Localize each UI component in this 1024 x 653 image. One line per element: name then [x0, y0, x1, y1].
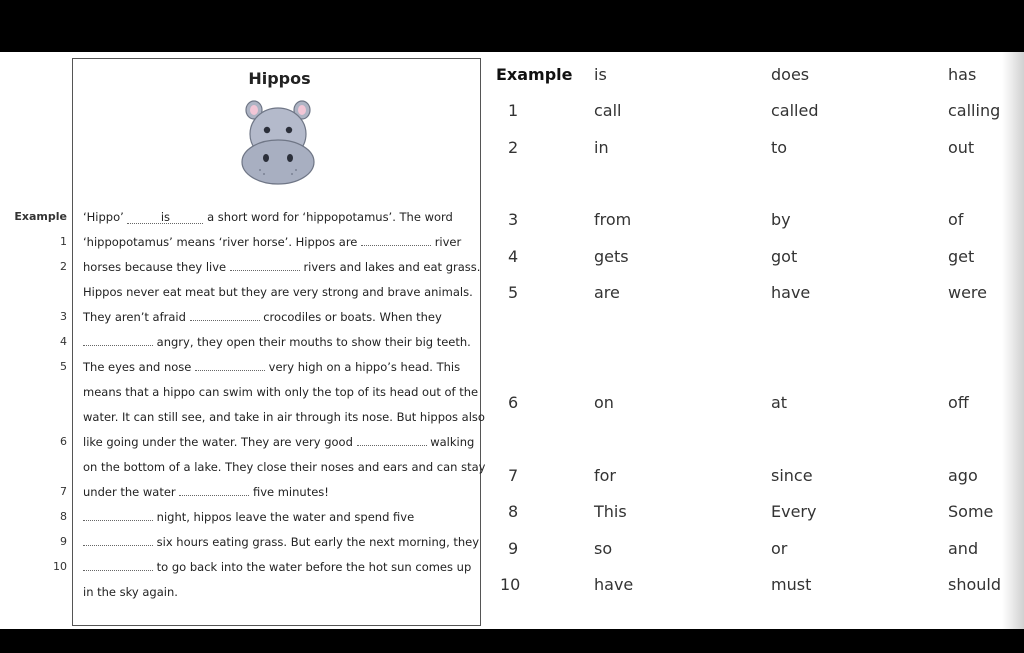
line-text: under the water [83, 485, 176, 499]
line-text: crocodiles or boats. When they [263, 310, 442, 324]
passage-line-5 [83, 310, 442, 324]
line-text: horses because they live [83, 260, 227, 274]
answer-blank-10[interactable] [83, 560, 153, 571]
example-answer-blank[interactable]: is [127, 211, 203, 224]
option-3-c[interactable]: of [948, 210, 964, 229]
passage-line-12 [83, 485, 329, 499]
answer-blank-5[interactable] [195, 360, 265, 371]
passage-line-16 [83, 585, 178, 599]
passage-line-8 [83, 385, 478, 399]
passage-line-3 [83, 260, 480, 274]
option-2-a[interactable]: in [594, 138, 609, 157]
gutter-label-8: 8 [60, 510, 67, 523]
option-5-b[interactable]: have [771, 283, 811, 302]
answer-blank-7[interactable] [179, 485, 249, 496]
gutter-label-1: 1 [60, 235, 67, 248]
option-5-a[interactable]: are [594, 283, 620, 302]
options-row-6-label: 6 [508, 393, 519, 412]
hippo-illustration [236, 96, 320, 188]
answer-blank-8[interactable] [83, 510, 153, 521]
line-text: Hippos never eat meat but they are very strong and brave animals. [83, 285, 473, 299]
gutter-label-3: 3 [60, 310, 67, 323]
gutter-label-10: 10 [53, 560, 67, 573]
passage-line-10 [83, 435, 474, 449]
option-6-a[interactable]: on [594, 393, 614, 412]
option-8-b[interactable]: Every [771, 502, 817, 521]
worksheet [0, 52, 1024, 629]
line-text: like going under the water. They are very good [83, 435, 353, 449]
answer-blank-1[interactable] [361, 235, 431, 246]
gutter-label-example: Example [14, 210, 67, 223]
option-10-c[interactable]: should [948, 575, 1002, 594]
option-4-c[interactable]: get [948, 247, 975, 266]
answer-blank-3[interactable] [190, 310, 260, 321]
options-row-9-label: 9 [508, 539, 519, 558]
gutter-label-7: 7 [60, 485, 67, 498]
options-row-1-label: 1 [508, 101, 519, 120]
gutter-label-6: 6 [60, 435, 67, 448]
line-text: a short word for ‘hippopotamus’. The word [207, 210, 453, 224]
option-1-a[interactable]: call [594, 101, 622, 120]
line-text: night, hippos leave the water and spend five [156, 510, 415, 524]
option-1-b[interactable]: called [771, 101, 819, 120]
passage-line-7 [83, 360, 460, 374]
option-4-b[interactable]: got [771, 247, 798, 266]
passage-line-13 [83, 510, 414, 524]
passage-line-2 [83, 235, 461, 249]
passage-line-9 [83, 410, 485, 424]
line-text: five minutes! [252, 485, 329, 499]
options-row-2-label: 2 [508, 138, 519, 157]
option-4-a[interactable]: gets [594, 247, 629, 266]
passage-line-15 [83, 560, 471, 574]
line-text: The eyes and nose [83, 360, 192, 374]
line-text: angry, they open their mouths to show their big teeth. [156, 335, 471, 349]
option-3-a[interactable]: from [594, 210, 632, 229]
passage-line-1 [83, 210, 453, 224]
line-text: six hours eating grass. But early the next morning, they [156, 535, 480, 549]
hippo-icon [242, 101, 314, 184]
line-text: on the bottom of a lake. They close their noses and ears and can stay [83, 460, 486, 474]
line-text: means that a hippo can swim with only the top of its head out of the [83, 385, 479, 399]
option-2-c[interactable]: out [948, 138, 975, 157]
option-7-b[interactable]: since [771, 466, 813, 485]
line-text: ‘hippopotamus’ means ‘river horse’. Hippos are [83, 235, 358, 249]
option-6-c[interactable]: off [948, 393, 969, 412]
options-row-example-label: Example [496, 65, 573, 84]
option-6-b[interactable]: at [771, 393, 788, 412]
answer-blank-2[interactable] [230, 260, 300, 271]
answer-blank-6[interactable] [357, 435, 427, 446]
options-row-4-label: 4 [508, 247, 519, 266]
option-example-c[interactable]: has [948, 65, 977, 84]
line-text: river [434, 235, 462, 249]
option-1-c[interactable]: calling [948, 101, 1001, 120]
bottom-black-border [0, 629, 1024, 653]
answer-blank-4[interactable] [83, 335, 153, 346]
gutter-label-2: 2 [60, 260, 67, 273]
passage-line-11 [83, 460, 485, 474]
option-8-c[interactable]: Some [948, 502, 994, 521]
gutter-label-5: 5 [60, 360, 67, 373]
option-10-b[interactable]: must [771, 575, 812, 594]
line-text: very high on a hippo’s head. This [268, 360, 461, 374]
passage-title: Hippos [248, 69, 311, 88]
option-9-b[interactable]: or [771, 539, 788, 558]
options-row-7-label: 7 [508, 466, 519, 485]
option-example-b[interactable]: does [771, 65, 810, 84]
option-3-b[interactable]: by [771, 210, 791, 229]
page-edge-shadow [1002, 52, 1024, 629]
line-text: to go back into the water before the hot sun comes up [156, 560, 472, 574]
options-row-5-label: 5 [508, 283, 519, 302]
line-text: in the sky again. [83, 585, 178, 599]
option-7-c[interactable]: ago [948, 466, 978, 485]
option-9-c[interactable]: and [948, 539, 979, 558]
passage-line-4 [83, 285, 473, 299]
options-row-3-label: 3 [508, 210, 519, 229]
answer-blank-9[interactable] [83, 535, 153, 546]
gutter-label-4: 4 [60, 335, 67, 348]
line-text: water. It can still see, and take in air through its nose. But hippos also [83, 410, 485, 424]
line-text: ‘Hippo’ [83, 210, 124, 224]
option-5-c[interactable]: were [948, 283, 987, 302]
line-text: rivers and lakes and eat grass. [303, 260, 481, 274]
option-7-a[interactable]: for [594, 466, 616, 485]
option-example-a[interactable]: is [594, 65, 607, 84]
gutter-label-9: 9 [60, 535, 67, 548]
top-black-border [0, 0, 1024, 52]
option-2-b[interactable]: to [771, 138, 788, 157]
option-8-a[interactable]: This [594, 502, 627, 521]
passage-line-14 [83, 535, 479, 549]
option-10-a[interactable]: have [594, 575, 634, 594]
option-9-a[interactable]: so [594, 539, 613, 558]
options-row-8-label: 8 [508, 502, 519, 521]
passage-line-6 [83, 335, 471, 349]
options-row-10-label: 10 [500, 575, 521, 594]
line-text: They aren’t afraid [83, 310, 186, 324]
line-text: walking [430, 435, 475, 449]
